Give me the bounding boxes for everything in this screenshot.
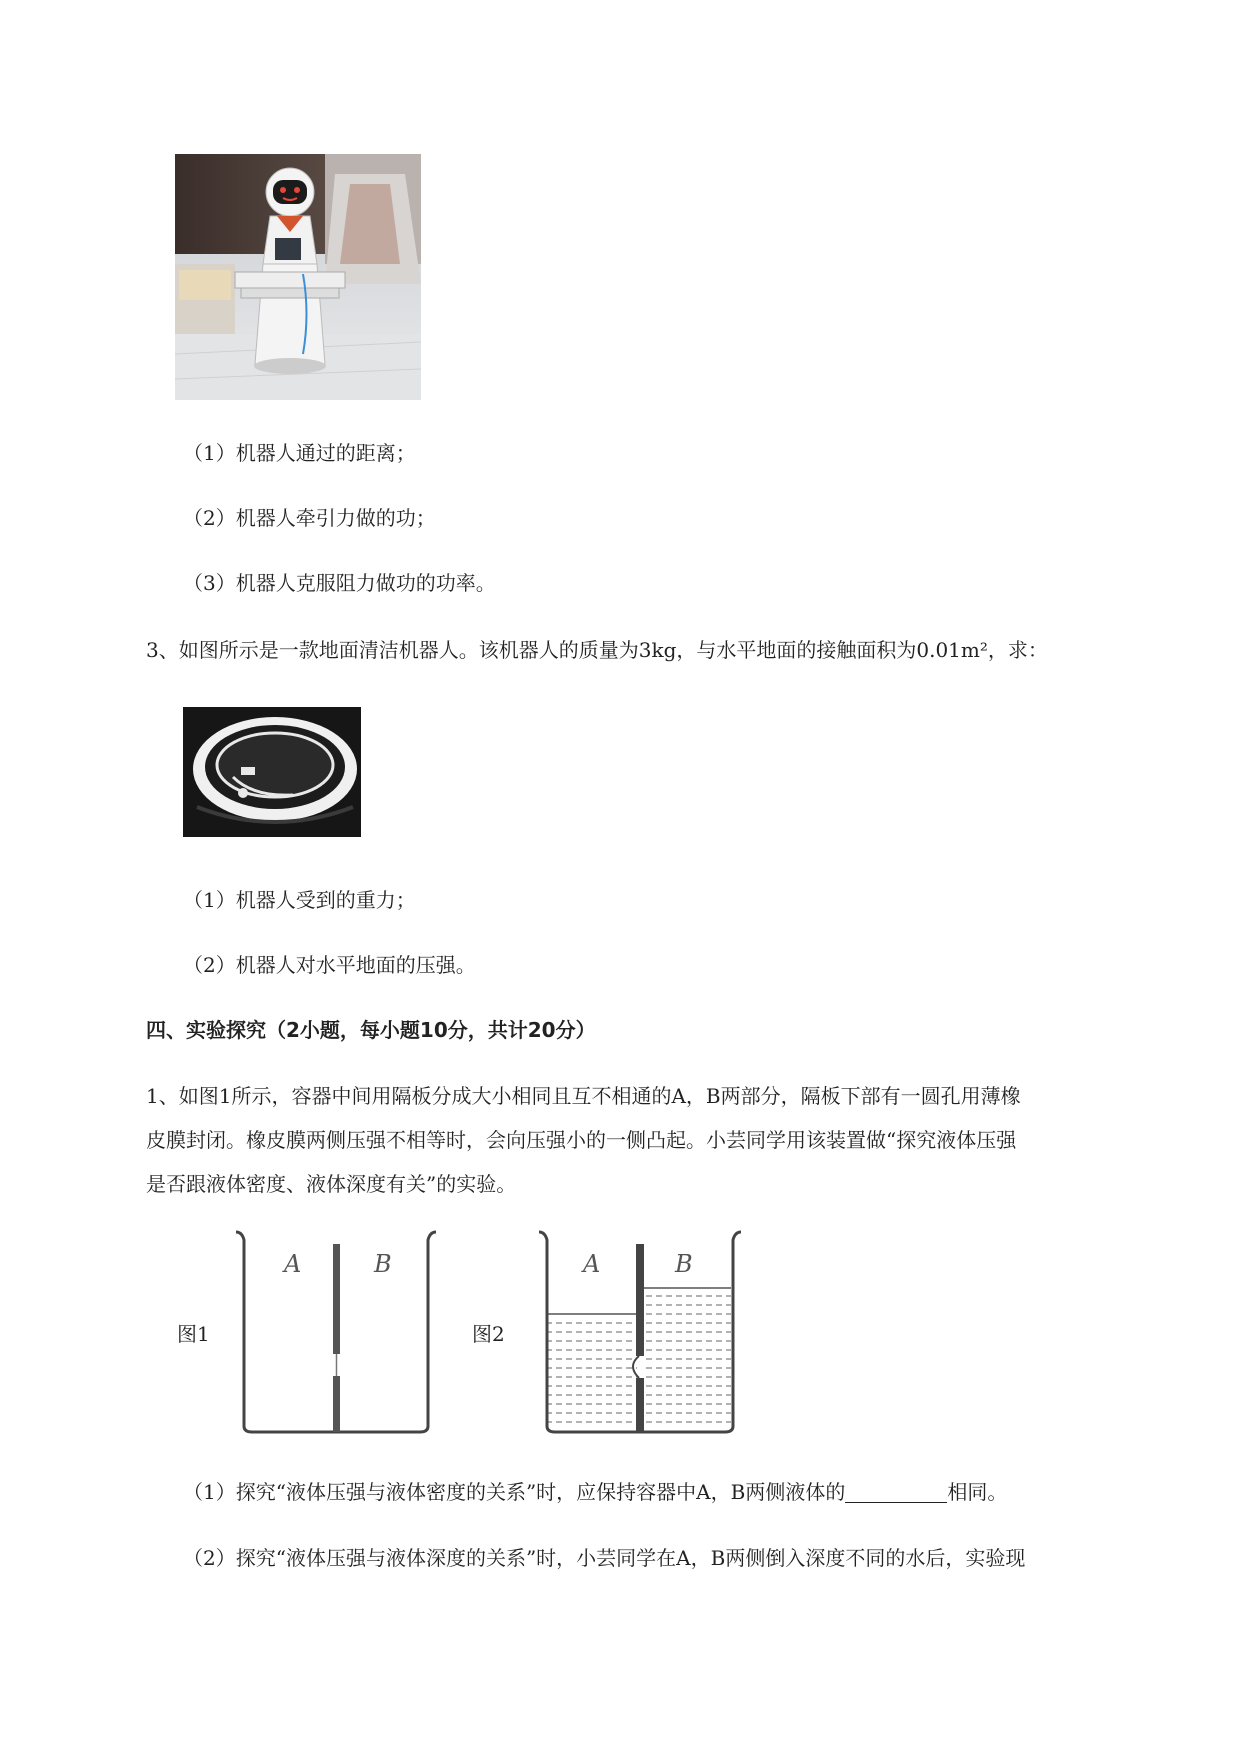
q3-subitem: （2）机器人对水平地面的压强。 <box>183 953 476 977</box>
q1-subitem-2: （2）探究“液体压强与液体深度的关系”时，小芸同学在A，B两侧倒入深度不同的水后，实验现 <box>183 1546 1026 1570</box>
q1-stem-line: 1、如图1所示，容器中间用隔板分成大小相同且互不相通的A，B两部分，隔板下部有一圆孔用薄橡 <box>146 1084 1021 1108</box>
figure2-label-a: A <box>583 1250 601 1278</box>
figure2-label-b: B <box>675 1250 693 1278</box>
answer-blank[interactable] <box>845 1482 947 1503</box>
figure2-caption: 图2 <box>472 1322 505 1346</box>
q2-subitem: （1）机器人通过的距离； <box>183 441 416 465</box>
figure1-label-b: B <box>374 1250 392 1278</box>
q2-subitem: （3）机器人克服阻力做功的功率。 <box>183 571 496 595</box>
robot-photo <box>175 154 421 400</box>
q1-subitem-1-after: 相同。 <box>947 1480 1008 1504</box>
q1-subitem-1-before: （1）探究“液体压强与液体密度的关系”时，应保持容器中A，B两侧液体的 <box>183 1480 846 1504</box>
q1-subitem-1 <box>183 1478 1007 1506</box>
cleaning-robot-photo <box>183 707 361 837</box>
section-heading: 四、实验探究（2小题，每小题10分，共计20分） <box>146 1018 596 1042</box>
q1-stem-line: 皮膜封闭。橡皮膜两侧压强不相等时，会向压强小的一侧凸起。小芸同学用该装置做“探究液体压强 <box>146 1128 1017 1152</box>
figure1-caption: 图1 <box>177 1322 210 1346</box>
q3-stem: 3、如图所示是一款地面清洁机器人。该机器人的质量为3kg，与水平地面的接触面积为0.01m²，求： <box>146 638 1048 662</box>
figure2-container-diagram <box>535 1228 745 1440</box>
figure1-label-a: A <box>284 1250 302 1278</box>
q1-stem-line: 是否跟液体密度、液体深度有关”的实验。 <box>146 1172 517 1196</box>
figure1-container-diagram <box>232 1228 440 1440</box>
q2-subitem: （2）机器人牵引力做的功； <box>183 506 436 530</box>
q3-subitem: （1）机器人受到的重力； <box>183 888 416 912</box>
